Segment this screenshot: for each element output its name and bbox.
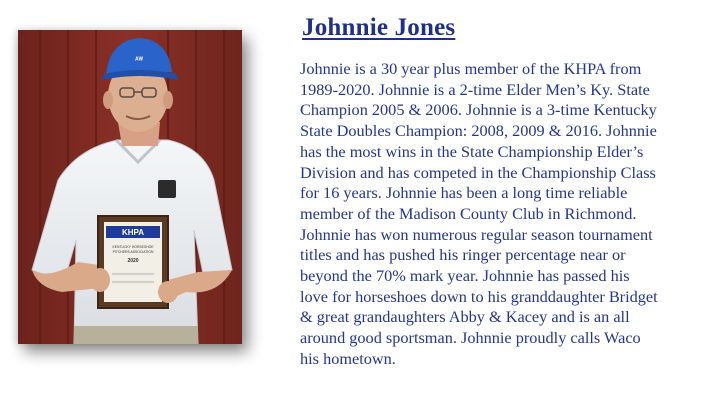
bio-line: his hometown. [300, 348, 396, 368]
bio-line: around good sportsman. Johnnie proudly calls Waco [300, 328, 641, 348]
svg-text:KENTUCKY HORSESHOE: KENTUCKY HORSESHOE [112, 245, 154, 249]
bio-line: Johnnie has won numerous regular season tournament [300, 224, 653, 244]
bio-line: & great grandaughters Abby & Kacey and is an all [300, 307, 630, 327]
bio-line: Division and has competed in the Championship Class [300, 162, 656, 182]
svg-text:KHPA: KHPA [121, 228, 145, 237]
bio-line: titles and has pushed his ringer percentage near or [300, 245, 626, 265]
bio-line: Johnnie is a 30 year plus member of the KHPA from [300, 59, 642, 78]
bio-line: 1989-2020. Johnnie is a 2-time Elder Men’s Ky. State [300, 79, 650, 99]
inductee-bio [300, 59, 712, 370]
bio-line: has the most wins in the State Championship Elder’s [300, 141, 644, 161]
award-plaque [98, 216, 168, 308]
svg-text:PITCHERS ASSOCIATION: PITCHERS ASSOCIATION [112, 250, 154, 254]
bio-line: State Doubles Champion: 2008, 2009 & 2016. Johnnie [300, 121, 657, 141]
bio-line: member of the Madison County Club in Richmond. [300, 203, 637, 223]
bio-line: Champion 2005 & 2006. Johnnie is a 3-time Kentucky [300, 100, 657, 120]
svg-text:2020: 2020 [127, 258, 139, 264]
bio-line: beyond the 70% mark year. Johnnie has passed his [300, 266, 630, 286]
bio-line: love for horseshoes down to his granddaughter Bridget [300, 286, 658, 306]
bio-line: for 16 years. Johnnie has been a long time reliable [300, 183, 628, 203]
svg-text:ᴬᵂ: ᴬᵂ [135, 57, 143, 64]
portrait-photo [18, 30, 242, 344]
inductee-name: Johnnie Jones [302, 14, 456, 41]
